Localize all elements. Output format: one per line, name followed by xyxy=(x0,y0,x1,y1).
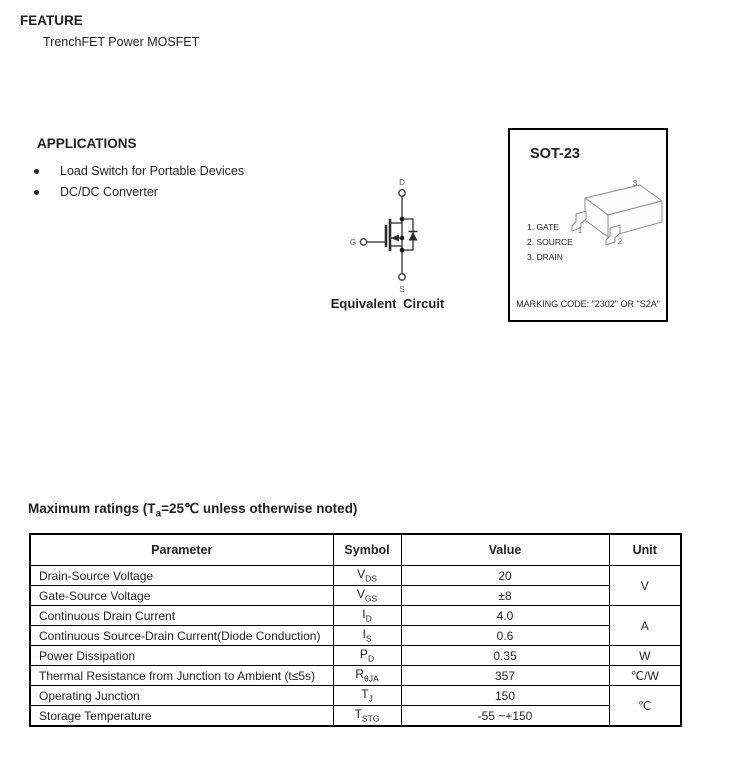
source-terminal-icon xyxy=(399,274,405,280)
pin-function-label: 2. SOURCE xyxy=(527,237,573,247)
source-terminal-label: S xyxy=(399,285,405,294)
parameter-cell: Storage Temperature xyxy=(30,706,333,727)
pin3-number-label: 3 xyxy=(632,179,638,188)
table-row xyxy=(30,586,681,606)
value-cell: 20 xyxy=(401,566,609,586)
application-item xyxy=(30,182,244,203)
drain-terminal-label: D xyxy=(399,178,405,187)
parameter-cell: Gate-Source Voltage xyxy=(30,586,333,606)
parameter-cell: Power Dissipation xyxy=(30,646,333,666)
ratings-table-body xyxy=(30,566,681,727)
value-cell: 0.6 xyxy=(401,626,609,646)
col-header-parameter: Parameter xyxy=(30,534,333,566)
table-row xyxy=(30,706,681,727)
unit-cell: V xyxy=(609,566,681,606)
symbol-cell: $T_{STG}$ xyxy=(333,706,401,727)
applications-heading: APPLICATIONS xyxy=(37,136,137,151)
value-cell: 357 xyxy=(401,666,609,686)
value-cell: -55 ~+150 xyxy=(401,706,609,727)
mosfet-equivalent-circuit-figure xyxy=(330,172,470,298)
pin-function-list xyxy=(527,220,573,265)
col-header-symbol: Symbol xyxy=(333,534,401,566)
symbol-cell: $V_{DS}$ xyxy=(333,566,401,586)
pin-function-label: 1. GATE xyxy=(527,222,559,232)
pin-function-label: 3. DRAIN xyxy=(527,252,563,262)
col-header-value: Value xyxy=(401,534,609,566)
value-cell: 0.35 xyxy=(401,646,609,666)
parameter-cell: Operating Junction xyxy=(30,686,333,706)
gate-terminal-label: G xyxy=(349,238,357,247)
drain-terminal-icon xyxy=(399,190,405,196)
circuit-caption: Equivalent Circuit xyxy=(330,296,445,311)
symbol-cell: $V_{GS}$ xyxy=(333,586,401,606)
parameter-cell: Drain-Source Voltage xyxy=(30,566,333,586)
package-name: SOT-23 xyxy=(530,146,580,162)
table-row xyxy=(30,666,681,686)
unit-cell: W xyxy=(609,646,681,666)
gate-terminal-icon xyxy=(360,239,366,245)
package-outline-box xyxy=(508,128,668,322)
mosfet-symbol xyxy=(386,219,390,251)
applications-section xyxy=(30,136,244,203)
parameter-cell: Continuous Drain Current xyxy=(30,606,333,626)
feature-section xyxy=(20,13,199,49)
symbol-cell: $T_J$ xyxy=(333,686,401,706)
application-item xyxy=(30,161,244,182)
ratings-table xyxy=(29,533,682,727)
value-cell: 4.0 xyxy=(401,606,609,626)
ratings-title: Maximum ratings ($T_a=25℃$ unless otherwise noted) xyxy=(28,501,358,520)
parameter-cell: Thermal Resistance from Junction to Ambient (t≤5s) xyxy=(30,666,333,686)
unit-cell: ℃/W xyxy=(609,666,681,686)
parameter-cell: Continuous Source-Drain Current(Diode Conduction) xyxy=(30,626,333,646)
unit-cell: A xyxy=(609,606,681,646)
pin1-number-label: 1 xyxy=(577,226,583,235)
application-item-label: DC/DC Converter xyxy=(60,185,158,199)
applications-list xyxy=(30,161,244,203)
body-diode-icon xyxy=(409,232,418,241)
value-cell: ±8 xyxy=(401,586,609,606)
table-row xyxy=(30,606,681,626)
table-row xyxy=(30,686,681,706)
symbol-cell: $I_D$ xyxy=(333,606,401,626)
bullet-icon xyxy=(34,190,39,195)
col-header-unit: Unit xyxy=(609,534,681,566)
unit-cell: ℃ xyxy=(609,686,681,727)
feature-heading: FEATURE xyxy=(20,13,83,28)
application-item-label: Load Switch for Portable Devices xyxy=(60,164,245,178)
symbol-cell: $I_S$ xyxy=(333,626,401,646)
table-row xyxy=(30,566,681,586)
pin2-number-label: 2 xyxy=(617,237,623,246)
table-row xyxy=(30,626,681,646)
value-cell: 150 xyxy=(401,686,609,706)
symbol-cell: $R_{\theta JA}$ xyxy=(333,666,401,686)
feature-text: TrenchFET Power MOSFET xyxy=(43,35,200,49)
bullet-icon xyxy=(34,169,39,174)
symbol-cell: $P_D$ xyxy=(333,646,401,666)
table-row xyxy=(30,646,681,666)
table-header-row xyxy=(30,534,681,566)
nchannel-arrow-icon xyxy=(391,235,399,242)
marking-code: MARKING CODE: "2302" OR "S2A" xyxy=(516,299,660,309)
